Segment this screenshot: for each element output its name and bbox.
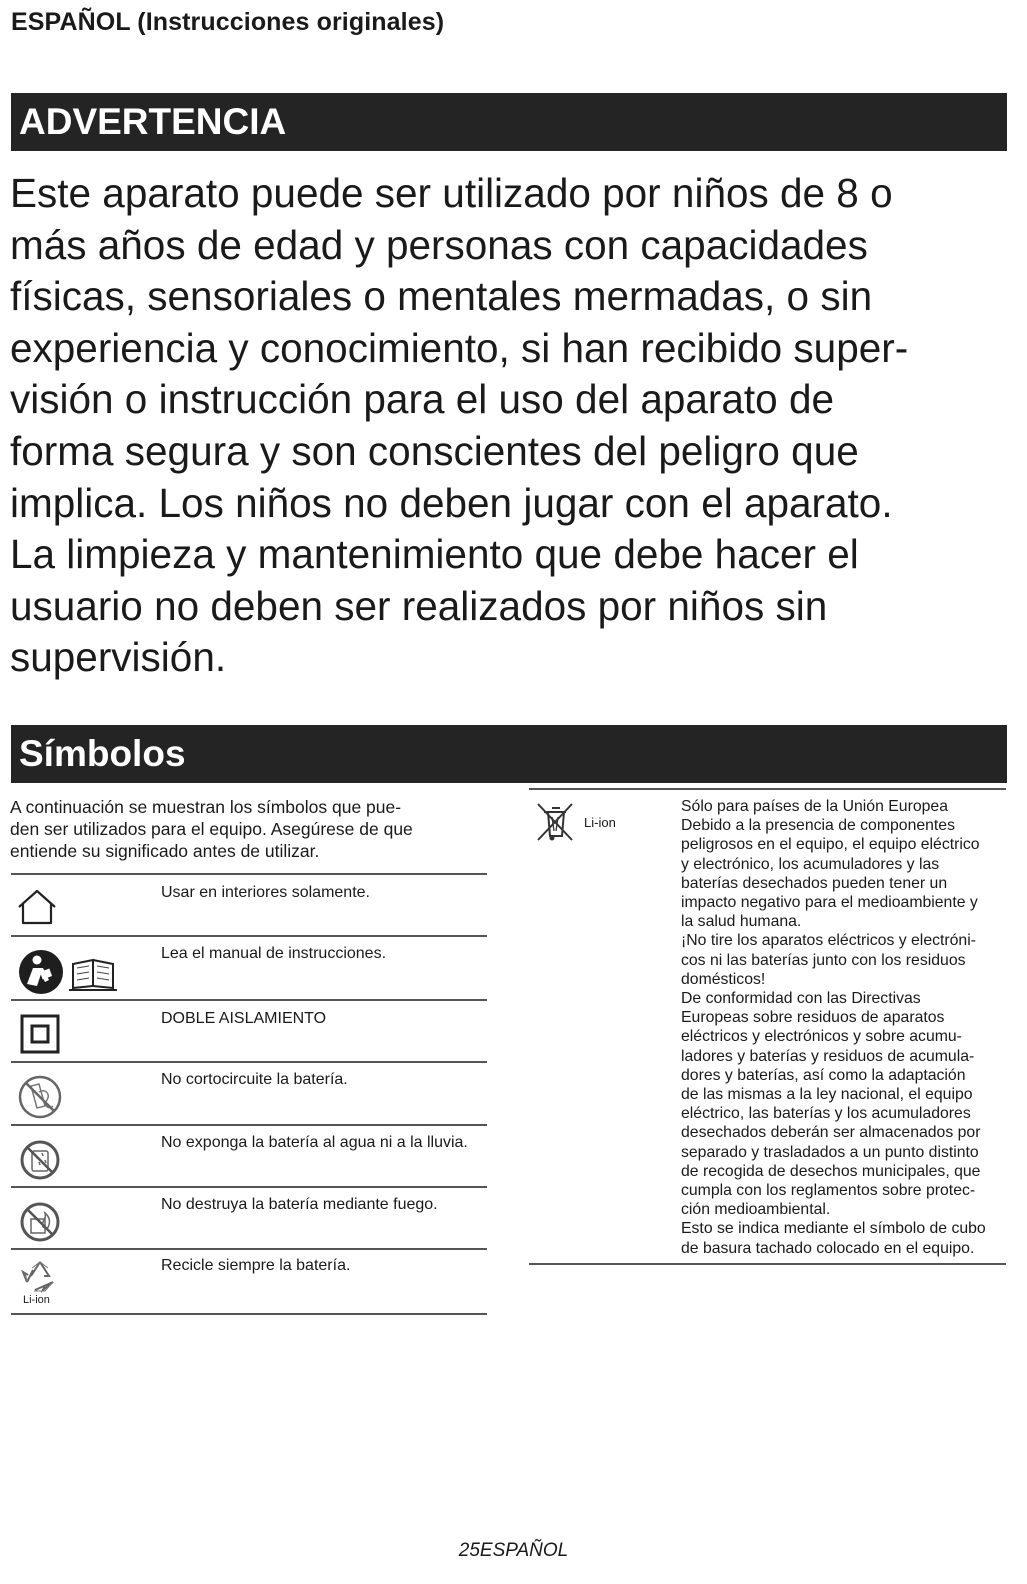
symbol-row	[11, 1070, 487, 1122]
eu-line: peligrosos en el equipo, el equipo eléctrico	[681, 836, 980, 854]
warning-line: La limpieza y mantenimiento que debe hacer el	[10, 531, 859, 578]
symbol-row	[11, 1009, 487, 1059]
symbol-label: Usar en interiores solamente.	[161, 884, 370, 901]
eu-line: de recogida de desechos municipales, que	[681, 1162, 981, 1180]
eu-line: cumpla con los reglamentos sobre protec-	[681, 1182, 976, 1200]
document-language-title: ESPAÑOL (Instrucciones originales)	[11, 8, 445, 36]
eu-line: domésticos!	[681, 970, 766, 988]
table-divider	[11, 873, 487, 875]
intro-line: A continuación se muestran los símbolos que pue-	[10, 797, 402, 817]
eu-line: Esto se indica mediante el símbolo de cubo	[681, 1220, 986, 1238]
no-fire-icon	[17, 1197, 63, 1245]
no-water-icon	[17, 1135, 63, 1183]
symbol-label: DOBLE AISLAMIENTO	[161, 1010, 327, 1027]
eu-line: y electrónico, los acumuladores y las	[681, 855, 940, 873]
eu-line: ladores y baterías y residuos de acumula-	[681, 1047, 975, 1065]
crossed-bin-icon	[534, 800, 576, 844]
eu-line: baterías desechados pueden tener un	[681, 874, 948, 892]
eu-line: eléctricos y electrónicos y sobre acumu-	[681, 1028, 962, 1046]
eu-line: De conformidad con las Directivas	[681, 990, 921, 1008]
table-divider	[11, 1313, 487, 1315]
symbols-intro	[10, 796, 485, 862]
warning-line: experiencia y conocimiento, si han recibido super-	[10, 324, 909, 371]
table-divider	[11, 1124, 487, 1126]
eu-line: impacto negativo para el medioambiente y	[681, 894, 978, 912]
read-manual-icon	[17, 946, 117, 998]
eu-line: ción medioambiental.	[681, 1201, 831, 1219]
warning-line: implica. Los niños no deben jugar con el aparato.	[10, 479, 893, 526]
table-divider	[11, 1061, 487, 1063]
footer-language: ESPAÑOL	[479, 1540, 569, 1561]
house-icon	[15, 887, 59, 927]
symbol-row	[11, 1133, 487, 1185]
eu-line: separado y trasladados a un punto distinto	[681, 1143, 979, 1161]
warning-heading-bar: ADVERTENCIA	[11, 93, 1007, 151]
no-short-circuit-icon	[17, 1072, 63, 1120]
symbol-row	[11, 1256, 487, 1312]
symbol-row	[11, 883, 487, 933]
page-number: 25	[458, 1540, 480, 1561]
warning-line: supervisión.	[10, 634, 227, 681]
table-divider	[11, 1248, 487, 1250]
eu-line: Debido a la presencia de componentes	[681, 817, 955, 835]
warning-line: forma segura y son conscientes del peligro que	[10, 427, 859, 474]
symbol-label: No destruya la batería mediante fuego.	[161, 1196, 438, 1213]
symbol-row	[11, 944, 487, 996]
symbol-label: Recicle siempre la batería.	[161, 1257, 351, 1274]
eu-line: la salud humana.	[681, 913, 802, 931]
eu-line: Sólo para países de la Unión Europea	[681, 798, 948, 815]
symbol-row	[11, 1195, 487, 1247]
double-insulation-icon	[19, 1013, 61, 1055]
intro-line: den ser utilizados para el equipo. Asegúrese de que	[10, 819, 413, 839]
eu-line: desechados deberán ser almacenados por	[681, 1124, 981, 1142]
page-footer	[0, 1540, 1027, 1562]
table-divider	[529, 1263, 1006, 1265]
symbol-label: No exponga la batería al agua ni a la lluvia.	[161, 1134, 468, 1151]
warning-paragraph	[10, 168, 1015, 684]
warning-line: físicas, sensoriales o mentales mermadas, o sin	[10, 273, 873, 320]
symbol-label: Lea el manual de instrucciones.	[161, 945, 387, 962]
eu-line: ¡No tire los aparatos eléctricos y electróni-	[681, 932, 976, 950]
eu-line: dores y baterías, así como la adaptación	[681, 1066, 966, 1084]
symbols-heading-bar: Símbolos	[11, 725, 1007, 783]
eu-line: de basura tachado colocado en el equipo.	[681, 1239, 975, 1257]
eu-line: cos ni las baterías junto con los residuos	[681, 951, 966, 969]
table-divider	[11, 935, 487, 937]
symbol-label: No cortocircuite la batería.	[161, 1071, 348, 1088]
table-divider	[11, 1186, 487, 1188]
intro-line: entiende su significado antes de utilizar.	[10, 841, 320, 861]
li-ion-tag: Li-ion	[23, 1294, 50, 1306]
li-ion-tag: Li-ion	[584, 815, 616, 830]
warning-line: más años de edad y personas con capacidades	[10, 221, 868, 268]
warning-line: visión o instrucción para el uso del aparato de	[10, 376, 835, 423]
eu-line: de las mismas a la ley nacional, el equipo	[681, 1086, 973, 1104]
eu-line: Europeas sobre residuos de aparatos	[681, 1009, 945, 1027]
eu-disposal-text	[681, 797, 1011, 1258]
table-divider	[529, 788, 1006, 790]
warning-line: Este aparato puede ser utilizado por niños de 8 o	[10, 170, 893, 216]
table-divider	[11, 999, 487, 1001]
recycle-icon	[19, 1258, 61, 1294]
warning-line: usuario no deben ser realizados por niños sin	[10, 582, 828, 629]
eu-line: eléctrico, las baterías y los acumuladores	[681, 1105, 971, 1123]
